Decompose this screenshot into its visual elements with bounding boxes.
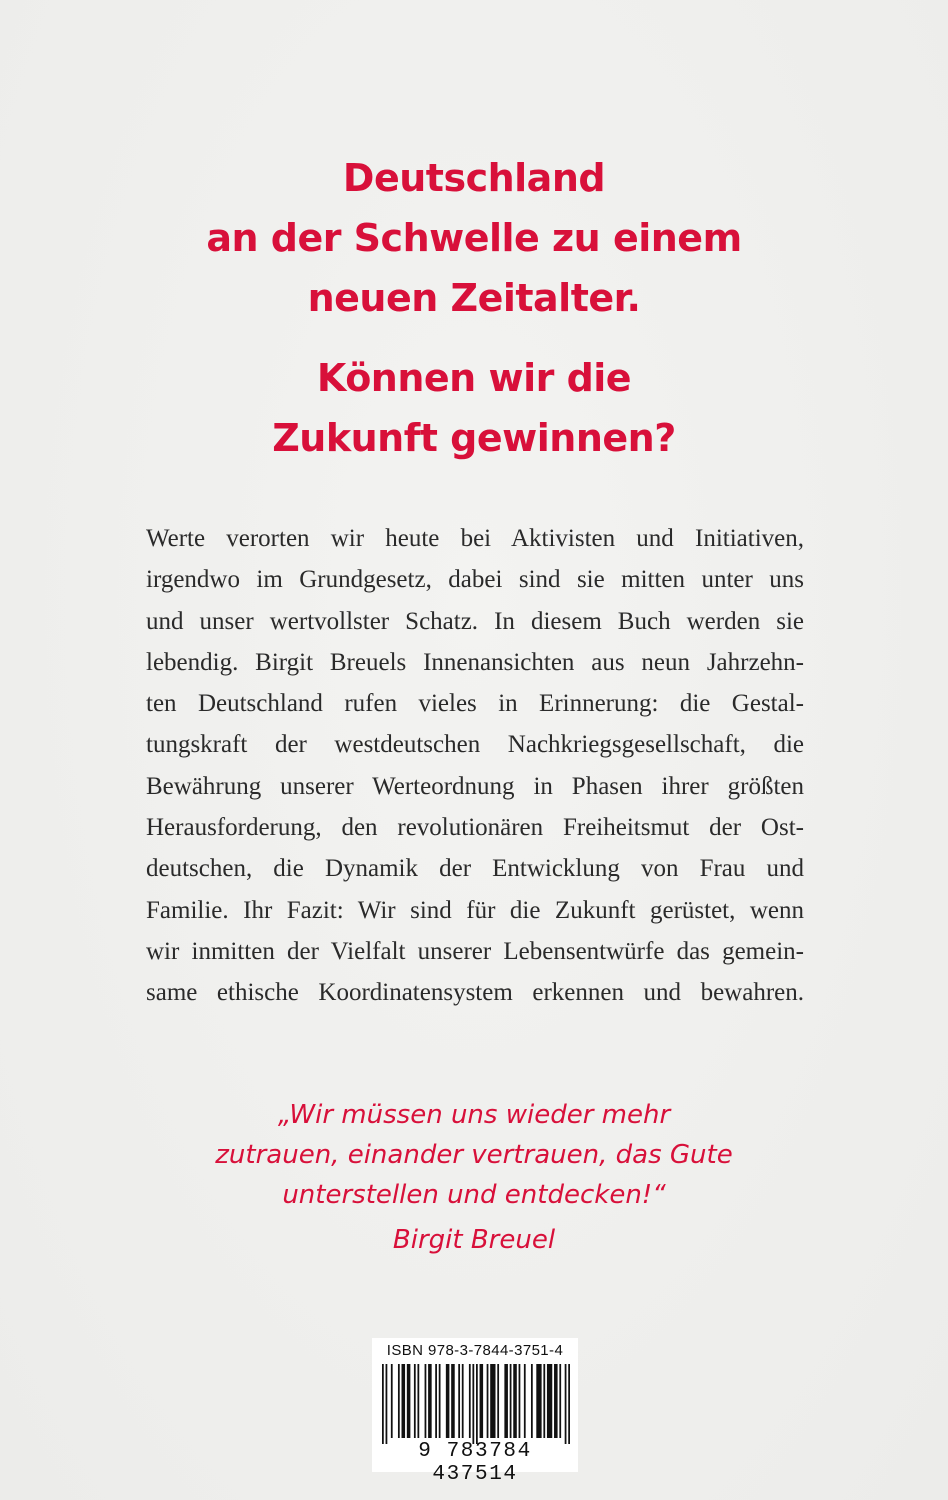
blurb-line: same ethische Koordinatensystem erkennen und bewahren. (146, 979, 804, 1007)
headline-primary (0, 148, 948, 328)
quote-line: unterstellen und entdecken!“ (282, 1180, 666, 1210)
blurb-line: Bewährung unserer Werteordnung in Phasen ihrer größten (146, 772, 804, 800)
blurb-line: wir inmitten der Vielfalt unserer Lebensentwürfe das gemein- (146, 937, 804, 965)
barcode-digits: 9 783784 437514 (418, 1440, 532, 1486)
blurb-line: irgendwo im Grundgesetz, dabei sind sie mitten unter uns (146, 566, 804, 594)
quote-author: Birgit Breuel (392, 1225, 556, 1255)
blurb-line: und unser wertvollster Schatz. In diesem Buch werden sie (146, 607, 804, 635)
blurb-line: lebendig. Birgit Breuels Innenansichten aus neun Jahrzehn- (146, 648, 804, 676)
quote-line: zutrauen, einander vertrauen, das Gute (215, 1140, 733, 1170)
barcode (372, 1338, 578, 1486)
blurb-line: ten Deutschland rufen vieles in Erinnerung: die Gestal- (146, 690, 804, 718)
headline-line: neuen Zeitalter. (307, 276, 641, 320)
barcode-bars-icon (378, 1364, 574, 1444)
blurb-line: Familie. Ihr Fazit: Wir sind für die Zukunft gerüstet, wenn (146, 896, 804, 924)
blurb-paragraph (146, 518, 804, 1014)
quote (0, 1095, 948, 1215)
quote-line: „Wir müssen uns wieder mehr (277, 1100, 671, 1130)
blurb-line: deutschen, die Dynamik der Entwicklung von Frau und (146, 855, 804, 883)
headline-line: Zukunft gewinnen? (272, 416, 676, 460)
headline-line: Können wir die (316, 356, 632, 400)
headline-question (0, 348, 948, 468)
headline-line: Deutschland (342, 156, 606, 200)
isbn-label: ISBN 978-3-7844-3751-4 (386, 1342, 564, 1359)
headline-line: an der Schwelle zu einem (206, 216, 742, 260)
blurb-line: Werte verorten wir heute bei Aktivisten und Initiativen, (146, 525, 804, 552)
blurb-line: tungskraft der westdeutschen Nachkriegsgesellschaft, die (146, 731, 804, 759)
blurb-line: Herausforderung, den revolutionären Freiheitsmut der Ost- (146, 814, 804, 842)
